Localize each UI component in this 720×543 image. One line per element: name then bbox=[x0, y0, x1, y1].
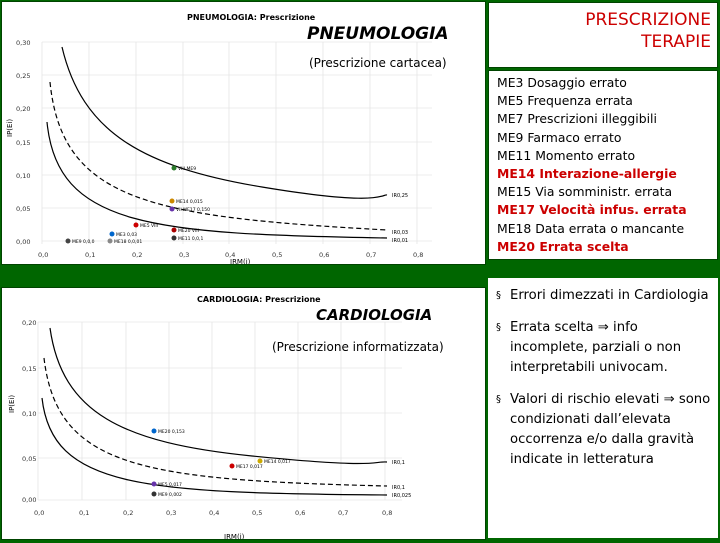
x-tick: 0,0 bbox=[34, 509, 45, 517]
x-tick: 0,2 bbox=[123, 509, 134, 517]
cardiologia-chart-svg bbox=[2, 288, 485, 539]
point-label: ME11 0,0,1 bbox=[178, 237, 204, 242]
risk-curves bbox=[47, 47, 387, 238]
y-tick: 0,00 bbox=[16, 238, 31, 246]
y-axis-label: IP(Ei) bbox=[6, 118, 14, 137]
y-tick: 0,20 bbox=[16, 105, 31, 113]
x-tick: 0,2 bbox=[132, 251, 143, 259]
point-label: ME3 0,03 bbox=[116, 233, 138, 238]
data-point bbox=[172, 228, 177, 233]
point-label: ME9 0,002 bbox=[158, 493, 182, 498]
x-tick: 0,3 bbox=[166, 509, 177, 517]
y-tick: 0,20 bbox=[22, 319, 37, 327]
curve-label: IR0,03 bbox=[392, 230, 409, 236]
error-item: ME15 Via somministr. errata bbox=[497, 184, 673, 200]
grid bbox=[42, 42, 432, 244]
data-points bbox=[66, 166, 211, 246]
x-tick: 0,5 bbox=[252, 509, 263, 517]
curve bbox=[44, 358, 387, 486]
x-tick: 0,0 bbox=[38, 251, 49, 259]
curve bbox=[47, 122, 387, 238]
findings-list bbox=[488, 278, 718, 538]
curve-label: IR0,25 bbox=[392, 193, 409, 199]
point-label: ME14 0,017 bbox=[264, 460, 291, 465]
data-point bbox=[170, 199, 175, 204]
error-item: ME11 Momento errato bbox=[497, 147, 636, 163]
error-item-highlight: ME14 Interazione-allergie bbox=[497, 166, 677, 182]
data-point bbox=[134, 223, 139, 228]
y-tick: 0,05 bbox=[22, 455, 37, 463]
y-tick: 0,00 bbox=[22, 496, 37, 504]
finding-item bbox=[496, 390, 712, 470]
finding-text: Valori di rischio elevati ⇒ sono condizionati dall’elevata occorrenza e/o dalla gravità indicate in letteratura bbox=[510, 392, 711, 467]
x-tick: 0,1 bbox=[79, 509, 90, 517]
section-title bbox=[501, 9, 711, 53]
y-tick: 0,30 bbox=[16, 39, 31, 47]
x-tick: 0,6 bbox=[295, 509, 306, 517]
point-label: ME20 0,153 bbox=[158, 430, 185, 435]
point-label: ME9 0,0,0 bbox=[72, 240, 95, 245]
cardiologia-subtitle: (Prescrizione informatizzata) bbox=[272, 340, 444, 354]
bullet-icon: § bbox=[496, 322, 501, 333]
pneumologia-chart bbox=[1, 1, 486, 265]
x-tick: 0,8 bbox=[382, 509, 393, 517]
data-point bbox=[152, 429, 157, 434]
error-codes-list bbox=[488, 70, 718, 260]
chart-header: CARDIOLOGIA: Prescrizione bbox=[197, 295, 321, 304]
error-item-highlight: ME20 Errata scelta bbox=[497, 238, 629, 254]
error-item: ME9 Farmaco errato bbox=[497, 129, 622, 145]
curve-label: IR0,1 bbox=[392, 485, 405, 491]
point-label: ME14 0,015 bbox=[176, 200, 203, 205]
curve-label: IR0,01 bbox=[392, 238, 409, 244]
finding-item bbox=[496, 286, 712, 306]
data-point bbox=[258, 459, 263, 464]
curve bbox=[42, 398, 387, 495]
point-label: VII ME17 0,150 bbox=[176, 208, 210, 213]
data-point bbox=[230, 464, 235, 469]
bullet-icon: § bbox=[496, 290, 501, 301]
x-tick: 0,3 bbox=[179, 251, 190, 259]
x-axis-label: IRM(i) bbox=[224, 533, 245, 539]
x-tick: 0,4 bbox=[225, 251, 236, 259]
data-point bbox=[152, 482, 157, 487]
pneumologia-title: PNEUMOLOGIA bbox=[307, 24, 449, 44]
point-label: ME20 VIII bbox=[178, 229, 199, 234]
section-title-box bbox=[488, 2, 718, 68]
x-tick: 0,1 bbox=[85, 251, 96, 259]
y-tick: 0,15 bbox=[22, 365, 37, 373]
curve-label: IR0,025 bbox=[392, 493, 412, 499]
y-tick: 0,15 bbox=[16, 139, 31, 147]
pneumologia-subtitle: (Prescrizione cartacea) bbox=[309, 56, 447, 70]
error-item: ME18 Data errata o mancante bbox=[497, 220, 685, 236]
title-line-1: PRESCRIZIONE bbox=[585, 10, 711, 30]
data-point bbox=[172, 166, 177, 171]
error-item: ME7 Prescrizioni illeggibili bbox=[497, 111, 657, 127]
x-tick: 0,4 bbox=[209, 509, 220, 517]
data-point bbox=[108, 239, 113, 244]
data-point bbox=[170, 207, 175, 212]
x-tick: 0,6 bbox=[319, 251, 330, 259]
error-item: ME5 Frequenza errata bbox=[497, 93, 633, 109]
x-tick: 0,5 bbox=[272, 251, 283, 259]
point-label: ME18 0,0,01 bbox=[114, 240, 143, 245]
point-label: ME17 0,017 bbox=[236, 465, 263, 470]
finding-item bbox=[496, 318, 712, 378]
chart-header: PNEUMOLOGIA: Prescrizione bbox=[187, 13, 316, 22]
y-axis-label: IP(Ei) bbox=[8, 394, 16, 413]
x-tick: 0,7 bbox=[366, 251, 377, 259]
point-label: VIII ME9 bbox=[178, 167, 197, 172]
x-tick: 0,7 bbox=[338, 509, 349, 517]
data-point bbox=[172, 236, 177, 241]
finding-text: Errori dimezzati in Cardiologia bbox=[510, 288, 709, 303]
error-item: ME3 Dosaggio errato bbox=[497, 75, 627, 90]
y-tick: 0,25 bbox=[16, 72, 31, 80]
y-tick: 0,10 bbox=[22, 410, 37, 418]
data-points bbox=[152, 429, 291, 499]
x-tick: 0,8 bbox=[413, 251, 424, 259]
y-tick: 0,10 bbox=[16, 172, 31, 180]
point-label: ME5 0,017 bbox=[158, 483, 182, 488]
bullet-icon: § bbox=[496, 394, 501, 405]
point-label: ME5 VIII bbox=[140, 224, 159, 229]
cardiologia-chart bbox=[1, 287, 486, 540]
data-point bbox=[110, 232, 115, 237]
cardiologia-title: CARDIOLOGIA bbox=[316, 306, 433, 324]
data-point bbox=[152, 492, 157, 497]
x-axis-label: IRM(i) bbox=[230, 258, 251, 264]
finding-text: Errata scelta ⇒ info incomplete, parziali o non interpretabili univocam. bbox=[510, 320, 682, 375]
title-line-2: TERAPIE bbox=[641, 32, 711, 52]
data-point bbox=[66, 239, 71, 244]
curve-label: IR0,1 bbox=[392, 460, 405, 466]
error-item-highlight: ME17 Velocità infus. errata bbox=[497, 202, 687, 218]
y-tick: 0,05 bbox=[16, 205, 31, 213]
